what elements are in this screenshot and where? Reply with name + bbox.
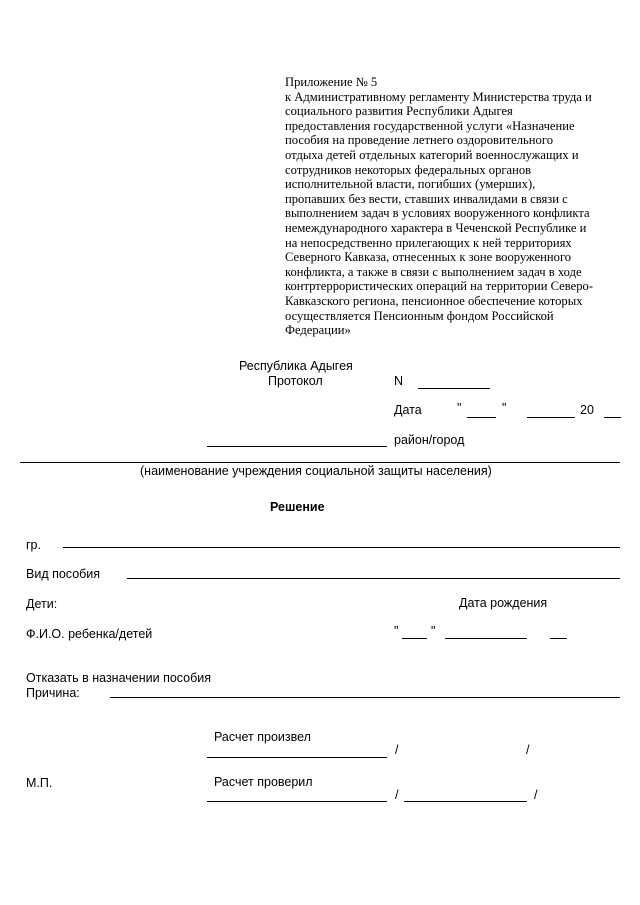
benefit-type-label: Вид пособия [26,567,101,581]
annex-line: Федерации» [285,323,351,338]
number-field-line[interactable] [418,388,490,389]
citizen-label: гр. [26,538,41,552]
date-month-line[interactable] [527,417,575,418]
birth-quote-close: " [431,624,436,638]
annex-line: Северного Кавказа, отнесенных к зоне вооруженного [285,250,572,265]
annex-line: выполнением задач в условиях вооруженного конфликта [285,206,590,221]
annex-line: конфликта, а также в связи с выполнением задач в ходе [285,264,582,279]
birth-date-label: Дата рождения [459,596,548,610]
calculated-by-slash-2: / [526,743,530,757]
annex-line: отдыха детей отдельных категорий военнослужащих и [285,147,579,162]
protocol-label: Протокол [268,374,323,388]
date-year-line[interactable] [604,417,621,418]
annex-line: к Административному регламенту Министерства труда и [285,89,592,104]
calculated-by-slash-1: / [395,743,399,757]
calculated-by-signature-line[interactable] [207,757,387,758]
date-quote-open: " [457,401,462,415]
child-name-label: Ф.И.О. ребенка/детей [26,627,153,641]
benefit-type-field-line[interactable] [127,578,620,579]
institution-caption: (наименование учреждения социальной защиты населения) [140,464,492,478]
date-label: Дата [394,403,422,417]
checked-by-slash-1: / [395,788,399,802]
annex-line: исполнительной власти, погибших (умерших), [285,177,536,192]
annex-line: контртеррористических операций на территории Северо- [285,279,594,294]
refusal-title: Отказать в назначении пособия [26,671,212,685]
institution-field-line[interactable] [20,462,620,463]
republic-name: Республика Адыгея [239,359,353,373]
birth-year-line[interactable] [550,638,567,639]
annex-line: сотрудников некоторых федеральных органов [285,162,532,177]
birth-day-line[interactable] [402,638,427,639]
annex-line: Кавказского региона, пенсионное обеспечение которых [285,293,583,308]
annex-line: предоставления государственной услуги «Назначение [285,118,575,133]
reason-field-line[interactable] [110,697,620,698]
birth-quote-open: " [394,624,399,638]
reason-label: Причина: [26,686,80,700]
annex-line: осуществляется Пенсионным фондом Российской [285,308,554,323]
annex-line: пропавших без вести, ставших инвалидами в связи с [285,191,568,206]
district-label: район/город [394,433,465,447]
citizen-field-line[interactable] [63,547,620,548]
annex-line: Приложение № 5 [285,75,378,89]
checked-by-slash-2: / [534,788,538,802]
annex-line: социального развития Республики Адыгея [285,104,513,119]
calculated-by-label: Расчет произвел [214,730,311,744]
date-year-prefix: 20 [580,403,594,417]
annex-block [285,75,607,338]
annex-line: пособия на проведение летнего оздоровительного [285,133,553,148]
checked-by-signature-line[interactable] [207,801,387,802]
decision-title: Решение [270,500,325,514]
date-day-line[interactable] [467,417,496,418]
annex-line: на непосредственно прилегающих к ней территориях [285,235,572,250]
date-quote-close: " [502,401,507,415]
checked-by-label: Расчет проверил [214,775,313,789]
checked-by-name-line[interactable] [404,801,527,802]
district-field-line[interactable] [207,446,387,447]
children-label: Дети: [26,597,58,611]
annex-line: немеждународного характера в Чеченской Республике и [285,220,587,235]
stamp-label: М.П. [26,776,53,790]
birth-month-line[interactable] [445,638,527,639]
number-label: N [394,374,404,388]
